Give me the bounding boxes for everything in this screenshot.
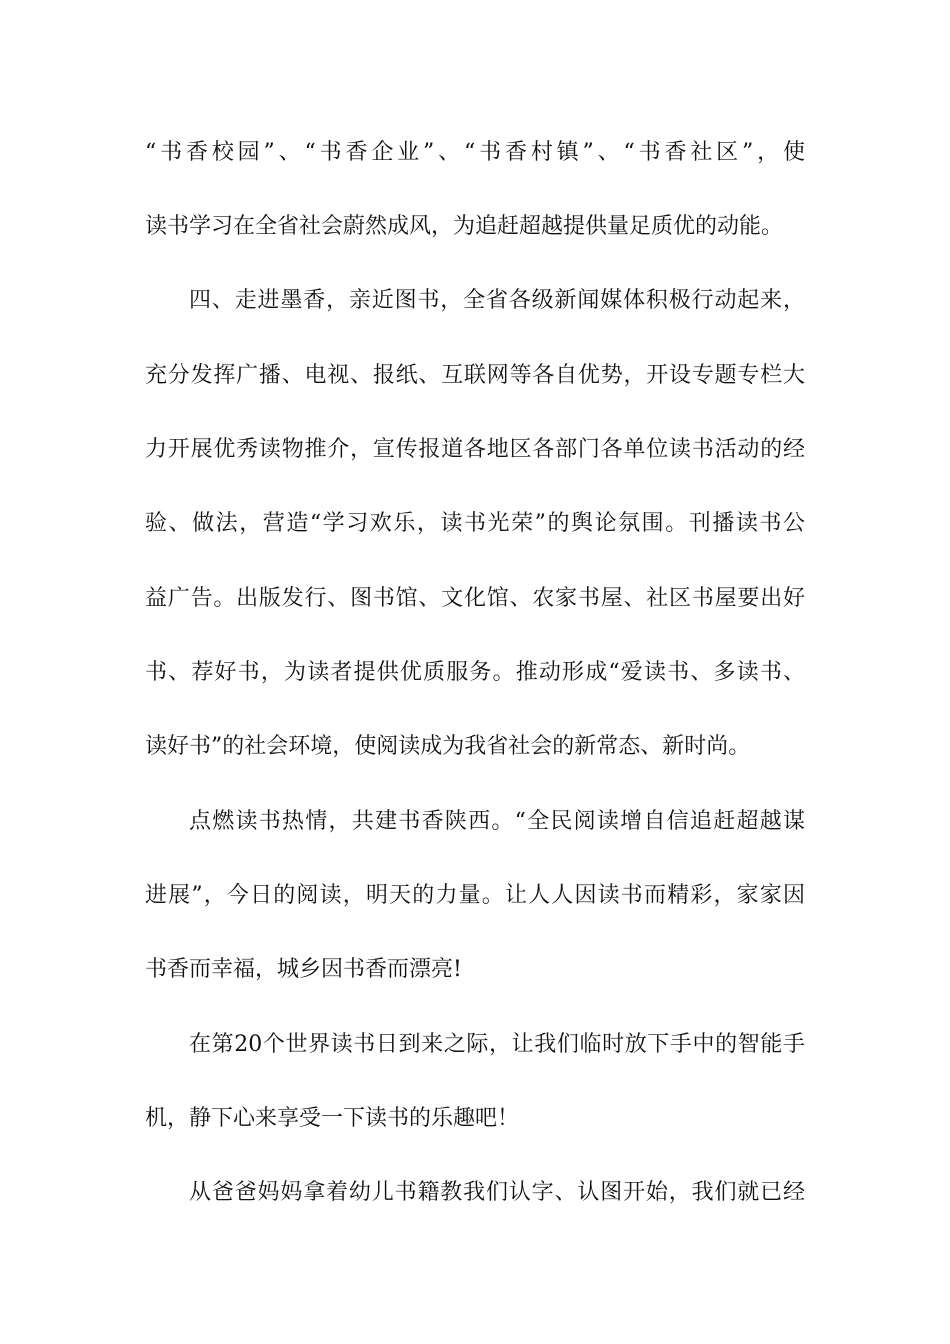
text-line: 机，静下心来享受一下读书的乐趣吧！	[145, 1106, 520, 1131]
paragraph-first-line: 在第20个世界读书日到来之际，让我们临时放下手中的智能手	[189, 1032, 805, 1057]
text-line: “书香校园”、“书香企业”、“书香村镇”、“书香社区”，使	[145, 140, 805, 165]
paragraph-first-line: 从爸爸妈妈拿着幼儿书籍教我们认字、认图开始，我们就已经	[189, 1180, 805, 1205]
text-line: 读书学习在全省社会蔚然成风，为追赶超越提供量足质优的动能。	[145, 214, 784, 239]
text-line: 读好书”的社会环境，使阅读成为我省社会的新常态、新时尚。	[145, 734, 751, 759]
text-line: 进展”，今日的阅读，明天的力量。让人人因读书而精彩，家家因	[145, 883, 805, 908]
text-line: 益广告。出版发行、图书馆、文化馆、农家书屋、社区书屋要出好	[145, 586, 805, 611]
paragraph-first-line: 点燃读书热情，共建书香陕西。“全民阅读增自信追赶超越谋	[189, 809, 805, 834]
text-line: 书、荐好书，为读者提供优质服务。推动形成“爱读书、多读书、	[145, 660, 805, 685]
paragraph-first-line: 四、走进墨香，亲近图书，全省各级新闻媒体积极行动起来，	[189, 288, 805, 313]
text-line: 验、做法，营造“学习欢乐，读书光荣”的舆论氛围。刊播读书公	[145, 511, 805, 536]
text-line: 充分发挥广播、电视、报纸、互联网等各自优势，开设专题专栏大	[145, 363, 805, 388]
text-line: 书香而幸福，城乡因书香而漂亮!	[145, 957, 462, 982]
text-line: 力开展优秀读物推介，宣传报道各地区各部门各单位读书活动的经	[145, 437, 805, 462]
